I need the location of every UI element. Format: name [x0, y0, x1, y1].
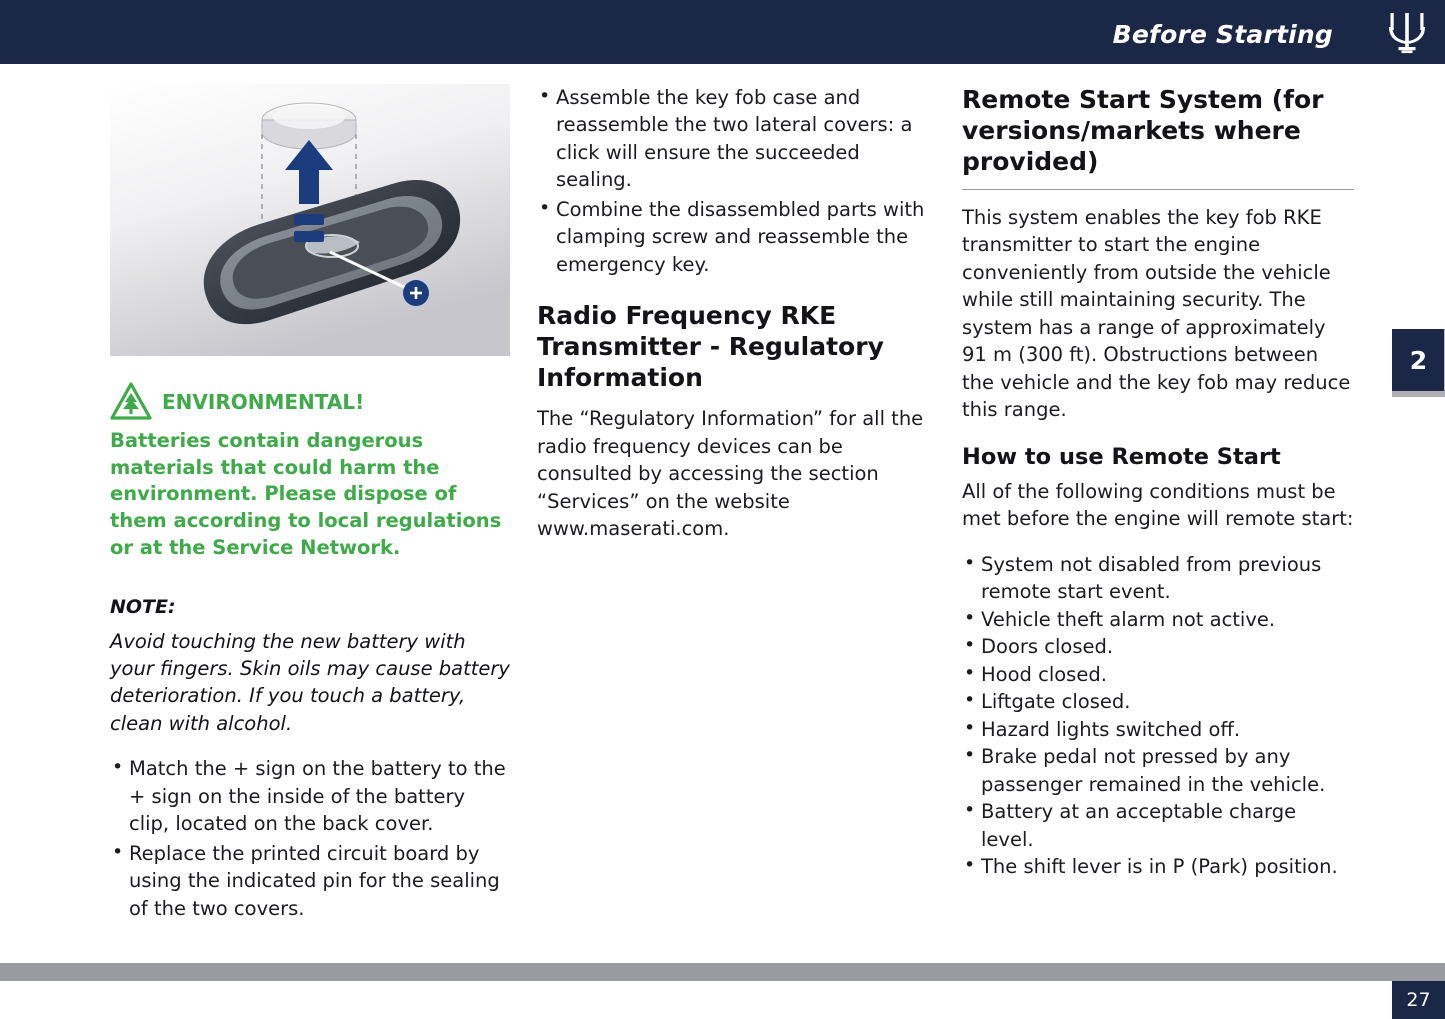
environmental-tree-icon	[110, 382, 152, 422]
chapter-tab-shadow	[1392, 391, 1445, 397]
remote-start-paragraph: This system enables the key fob RKE transmitter to start the engine conveniently from outside the vehicle while still maintaining security. The system has a range of approximately 91 m (300 ft). Obstructions between the vehicle and the key fob may reduce this range.	[962, 206, 1351, 422]
maserati-trident-icon	[1385, 9, 1429, 55]
list-item: • Replace the printed circuit board by using the indicated pin for the sealing of the two covers.	[110, 840, 510, 922]
section-divider	[962, 189, 1354, 190]
note-label: NOTE:	[110, 595, 176, 618]
list-item: • Combine the disassembled parts with clamping screw and reassemble the emergency key.	[537, 196, 937, 278]
environmental-body: Batteries contain dangerous materials that could harm the environment. Please dispose of them according to local regulations or at the Service Network.	[110, 429, 502, 559]
list-item: • Liftgate closed.	[962, 688, 1354, 715]
page-number: 27	[1392, 981, 1445, 1019]
page-footer	[0, 963, 1445, 1019]
remote-start-conditions-list	[962, 551, 1354, 881]
key-fob-battery-diagram	[110, 84, 510, 356]
list-item: • The shift lever is in P (Park) position.	[962, 853, 1354, 880]
list-item: • Doors closed.	[962, 633, 1354, 660]
list-item: • Vehicle theft alarm not active.	[962, 606, 1354, 633]
list-item: • Hood closed.	[962, 661, 1354, 688]
page-header	[0, 0, 1445, 64]
environmental-heading	[110, 382, 510, 422]
list-item: • Battery at an acceptable charge level.	[962, 798, 1354, 853]
middle-bullet-list	[537, 84, 937, 278]
chapter-tab: 2	[1392, 329, 1445, 391]
brand-logo	[1369, 0, 1445, 64]
column-left	[110, 84, 510, 924]
section-title-radio-frequency: Radio Frequency RKE Transmitter - Regulatory Information	[537, 301, 884, 393]
list-item: • Match the + sign on the battery to the + sign on the inside of the battery clip, located on the back cover.	[110, 755, 510, 837]
footer-band	[0, 963, 1445, 981]
list-item: • Brake pedal not pressed by any passenger remained in the vehicle.	[962, 743, 1354, 798]
list-item: • System not disabled from previous remote start event.	[962, 551, 1354, 606]
environmental-title: ENVIRONMENTAL!	[162, 390, 365, 414]
list-item: • Assemble the key fob case and reassemble the two lateral covers: a click will ensure the succeeded sealing.	[537, 84, 937, 194]
note-body: Avoid touching the new battery with your fingers. Skin oils may cause battery deterioration. If you touch a battery, clean with alcohol.	[110, 629, 510, 735]
section-title-remote-start: Remote Start System (for versions/markets where provided)	[962, 85, 1324, 176]
column-middle	[537, 84, 937, 547]
column-right	[962, 84, 1354, 881]
how-to-use-paragraph: All of the following conditions must be met before the engine will remote start:	[962, 479, 1354, 531]
subsection-title-how-to-use: How to use Remote Start	[962, 443, 1281, 470]
list-item: • Hazard lights switched off.	[962, 716, 1354, 743]
environmental-notice	[110, 382, 510, 562]
page-body	[0, 64, 1445, 954]
radio-frequency-paragraph: The “Regulatory Information” for all the radio frequency devices can be consulted by accessing the section “Services” on the website www.maserati.com.	[537, 407, 924, 541]
key-fob-figure	[110, 84, 510, 356]
left-bullet-list	[110, 755, 510, 922]
page-title: Before Starting	[1112, 20, 1333, 49]
